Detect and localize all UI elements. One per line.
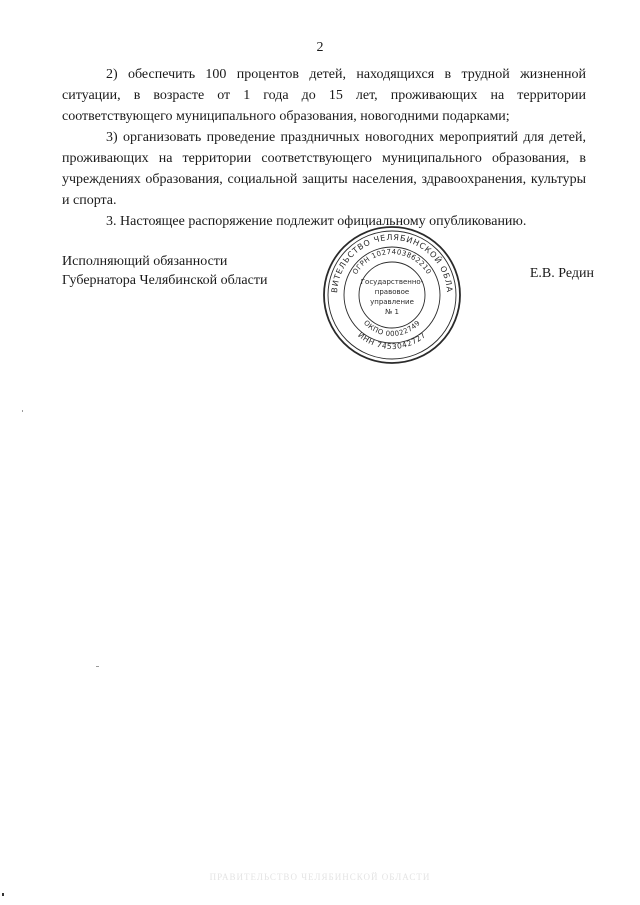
scan-speck	[96, 666, 99, 667]
seal-icon	[321, 224, 463, 366]
seal-center-line1: Государственно-	[360, 278, 424, 286]
signatory-name: Е.В. Редин	[529, 266, 594, 281]
scan-footer-watermark: ПРАВИТЕЛЬСТВО ЧЕЛЯБИНСКОЙ ОБЛАСТИ	[209, 872, 431, 882]
paragraph-item-3: 3) организовать проведение праздничных новогодних мероприятий для детей, проживающих на территории соответствующего муниципального образования, в учреждениях образования, социальной защиты населения, здравоохранения, культуры и спорта.	[62, 130, 586, 208]
seal-center-line4: № 1	[385, 308, 399, 316]
scan-speck	[22, 410, 23, 412]
paragraph-publication: 3. Настоящее распоряжение подлежит официальному опубликованию.	[106, 214, 527, 229]
svg-text:ОКПО 00022749	[362, 319, 422, 338]
seal-center-line2: правовое	[374, 288, 410, 296]
paragraph-item-2: 2) обеспечить 100 процентов детей, находящихся в трудной жизненной ситуации, в возрасте от 1 года до 15 лет, проживающих на территории соответствующего муниципального образования, новогодними подарками;	[62, 67, 586, 124]
signatory-title-line2: Губернатора Челябинской области	[62, 273, 268, 288]
page-number: 2	[316, 40, 324, 55]
scan-speck	[2, 893, 4, 896]
seal-inn-text: ИНН 7453042727	[356, 330, 428, 352]
document-body	[62, 64, 586, 232]
seal-outer-ring-text: ВИТЕЛЬСТВО ЧЕЛЯБИНСКОЙ ОБЛА	[329, 232, 455, 294]
seal-okpo-text: ОКПО 00022749	[362, 318, 422, 339]
seal-center-line3: управление	[370, 298, 414, 306]
signatory-title	[62, 252, 267, 290]
official-seal-stamp	[321, 224, 463, 366]
signatory-title-line1: Исполняющий обязанности	[62, 254, 228, 269]
seal-ogrn-text: ОГРН 1027403862210	[351, 247, 433, 276]
